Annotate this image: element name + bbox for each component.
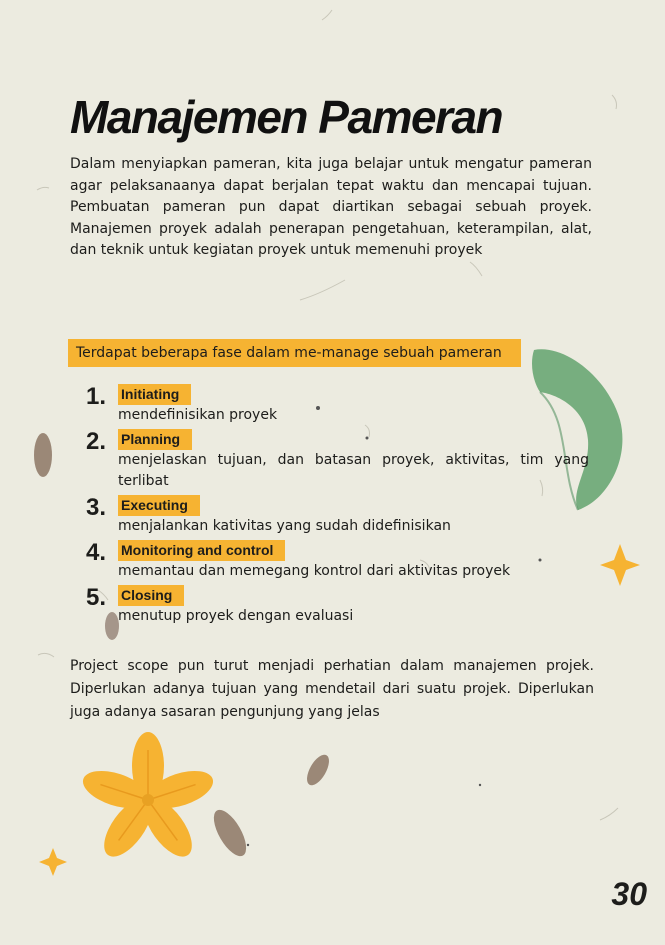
phase-description: mendefinisikan proyek xyxy=(118,407,278,423)
intro-paragraph: Dalam menyiapkan pameran, kita juga belajar untuk mengatur pameran agar pelaksanaanya dapat berjalan tepat waktu dan mencapai tujuan. Pembuatan pameran pun dapat diartikan sebagai sebuah proyek. Manajemen proyek adalah penerapan pengetahuan, keterampilan, alat, dan teknik untuk kegiatan proyek untuk memenuhi proyek xyxy=(70,156,592,258)
phase-number: 5. xyxy=(86,584,107,611)
phase-list xyxy=(86,382,589,627)
phase-description: memantau dan memegang kontrol dari aktivitas proyek xyxy=(118,563,511,579)
phase-item xyxy=(86,427,589,492)
phase-label: Initiating xyxy=(118,384,191,405)
page-title: Manajemen Pameran xyxy=(70,91,503,143)
petal-bottom-decoration xyxy=(207,805,252,861)
phase-label: Monitoring and control xyxy=(118,540,285,561)
phase-item xyxy=(86,382,589,426)
phase-number: 2. xyxy=(86,428,107,455)
phase-item xyxy=(86,538,589,582)
petal-mid-decoration xyxy=(303,751,334,788)
sparkle-left-icon xyxy=(39,848,67,876)
phases-banner: Terdapat beberapa fase dalam me-manage sebuah pameran xyxy=(68,339,521,367)
petal-left-decoration xyxy=(34,433,52,477)
phase-description: menjalankan kativitas yang sudah didefinisikan xyxy=(118,518,451,534)
phase-item xyxy=(86,493,589,537)
phase-number: 4. xyxy=(86,539,107,566)
phase-number: 1. xyxy=(86,383,107,410)
page-number: 30 xyxy=(611,876,647,912)
closing-paragraph: Project scope pun turut menjadi perhatian dalam manajemen projek. Diperlukan adanya tujuan yang mendetail dari suatu projek. Diperlukan juga adanya sasaran pengunjung yang jelas xyxy=(70,658,594,720)
phase-label: Closing xyxy=(118,585,184,606)
flower-decoration xyxy=(78,732,217,864)
sparkle-right-icon xyxy=(600,544,640,586)
phase-label: Executing xyxy=(118,495,200,516)
phase-item xyxy=(86,583,589,627)
phase-number: 3. xyxy=(86,494,107,521)
phase-label: Planning xyxy=(118,429,192,450)
phase-description: menjelaskan tujuan, dan batasan proyek, aktivitas, tim yang terlibat xyxy=(118,452,589,489)
phase-description: menutup proyek dengan evaluasi xyxy=(118,608,354,624)
